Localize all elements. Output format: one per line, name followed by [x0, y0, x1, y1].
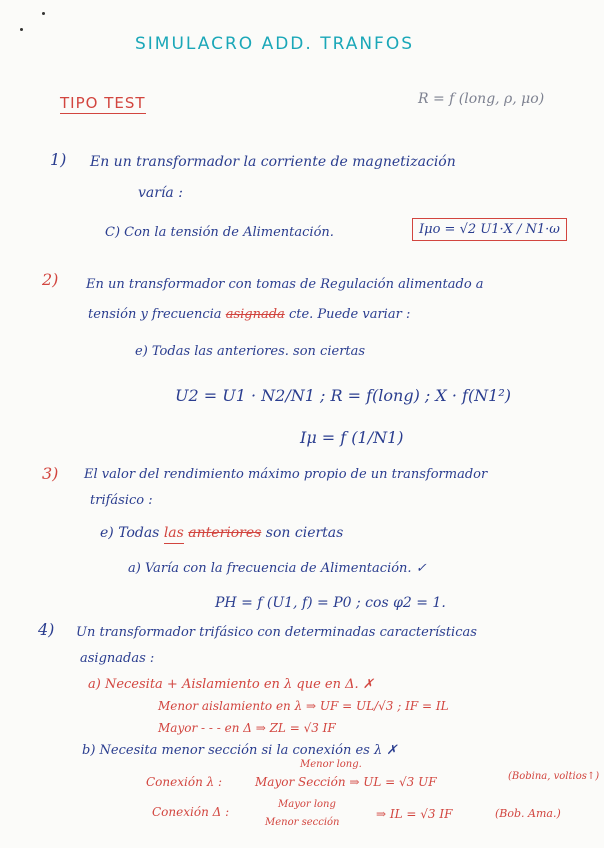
- q3-answer-start: e) Todas: [100, 525, 160, 541]
- q4-option-b-note: Menor long.: [300, 759, 362, 770]
- header-formula: R = f (long, ρ, μo): [418, 91, 545, 107]
- q2-formula2: Iμ = f (1/N1): [300, 428, 404, 447]
- q1-question-line2: varía :: [138, 185, 183, 201]
- q4-option-a-note2: Mayor - - - en Δ ⇒ ZL = √3 IF: [158, 721, 336, 735]
- q4-question-line2: asignadas :: [80, 651, 155, 666]
- q4-option-a: a) Necesita + Aislamiento en λ que en Δ. ✗: [88, 677, 374, 692]
- q2-struck-word: asignada: [225, 307, 285, 322]
- ink-dot: [42, 12, 45, 15]
- q1-question-line1: En un transformador la corriente de magnetización: [90, 154, 456, 170]
- q1-number: 1): [50, 150, 67, 169]
- q4-conexion-star-text: Mayor Sección ⇒ UL = √3 UF: [255, 775, 437, 789]
- q4-conexion-delta-label: Conexión Δ :: [152, 805, 230, 819]
- q3-answer-end: son ciertas: [265, 525, 344, 541]
- q3-sub-answer: a) Varía con la frecuencia de Alimentación. ✓: [128, 561, 427, 576]
- page-title: SIMULACRO ADD. TRANFOS: [135, 34, 414, 54]
- q4-conexion-delta-top: Mayor long: [278, 799, 336, 810]
- q4-conexion-star-note: (Bobina, voltios↑): [508, 771, 600, 782]
- q4-question-line1: Un transformador trifásico con determinadas características: [76, 625, 477, 640]
- q4-conexion-delta-note: (Bob. Ama.): [495, 807, 561, 820]
- q3-formula: PH = f (U1, f) = P0 ; cos φ2 = 1.: [215, 595, 446, 611]
- q3-question-line2: trifásico :: [90, 493, 153, 508]
- q2-formula1: U2 = U1 · N2/N1 ; R = f(long) ; X · f(N1²): [175, 386, 512, 405]
- q2-number: 2): [42, 270, 59, 289]
- q4-option-b: b) Necesita menor sección si la conexión es λ ✗: [82, 743, 398, 758]
- q3-question-line1: El valor del rendimiento máximo propio de un transformador: [84, 467, 488, 482]
- ink-dot: [20, 28, 23, 31]
- q4-option-a-note1: Menor aislamiento en λ ⇒ UF = UL/√3 ; IF = IL: [158, 699, 449, 713]
- q3-answer-las: las: [164, 525, 184, 544]
- q4-conexion-star-label: Conexión λ :: [146, 775, 223, 789]
- q2-question-line2: [88, 308, 410, 321]
- q4-conexion-delta-bottom: Menor sección: [265, 817, 340, 828]
- q1-answer: C) Con la tensión de Alimentación.: [105, 225, 334, 240]
- q3-number: 3): [42, 464, 59, 483]
- q2-question-line1: En un transformador con tomas de Regulación alimentado a: [86, 277, 484, 292]
- q2-answer: e) Todas las anteriores. son ciertas: [135, 344, 366, 359]
- q4-conexion-delta-text: ⇒ IL = √3 IF: [376, 807, 453, 821]
- q4-number: 4): [38, 620, 55, 639]
- q3-answer: [100, 526, 343, 540]
- q2-line2-start: tensión y frecuencia: [88, 307, 222, 322]
- q1-formula-box: Iμo = √2 U1·X / N1·ω: [412, 218, 567, 241]
- q2-line2-end: cte. Puede variar :: [288, 307, 411, 322]
- tipo-test-heading: TIPO TEST: [60, 94, 146, 112]
- q3-answer-struck: anteriores: [188, 525, 262, 541]
